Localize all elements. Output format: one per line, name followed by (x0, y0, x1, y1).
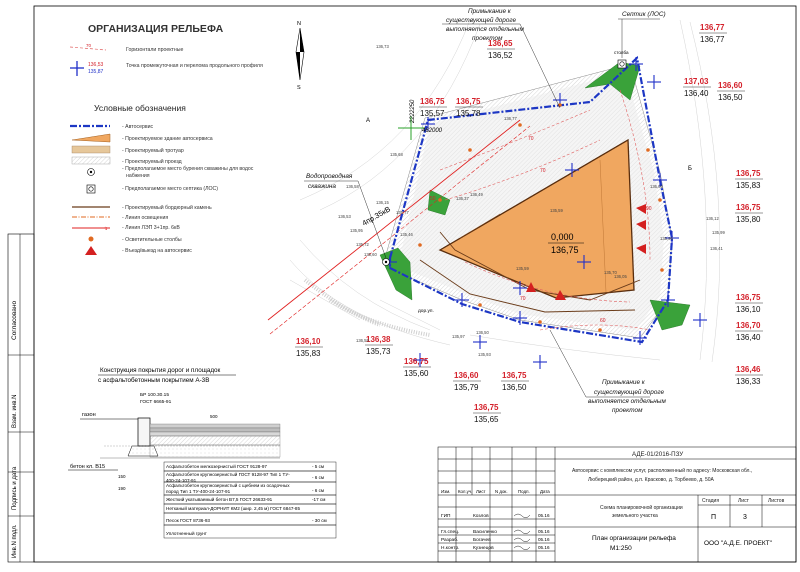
spot-elevation: 136,50 (476, 330, 489, 335)
legend-label: - Проектируемый тротуар (122, 148, 184, 154)
title-block-text (441, 451, 785, 552)
svg-text:Козлов: Козлов (473, 514, 489, 519)
svg-text:136,60: 136,60 (718, 81, 743, 90)
svg-text:существующей дороге: существующей дороге (446, 17, 517, 24)
spot-elevation: 135,93 (478, 352, 491, 357)
svg-text:135,83: 135,83 (296, 349, 321, 358)
svg-text:136,75: 136,75 (736, 203, 761, 212)
profile-point-icon (693, 313, 707, 327)
spot-elevation: 135,77 (396, 210, 409, 215)
pavement-layer-name-cont: пород Тип 1 ТУ-400-24-107-91 (166, 489, 231, 494)
entrance-triangle-icon (85, 246, 97, 255)
legend-label: - Предполагаемое место бурения скважины для водос (122, 166, 254, 172)
septic-icon (618, 60, 626, 68)
sheet-value: 3 (743, 514, 747, 521)
elevation-mark (487, 39, 515, 60)
svg-text:136,75: 136,75 (420, 97, 445, 106)
svg-text:136,10: 136,10 (736, 305, 761, 314)
svg-text:135,78: 135,78 (456, 109, 481, 118)
side-label-sign-date: Подпись и дата (12, 466, 18, 510)
contour-label: 50 (430, 196, 436, 202)
spot-elevation: 135,59 (516, 266, 529, 271)
lawn-east (650, 300, 690, 330)
pavement-layer-thickness: -17 см (312, 497, 326, 502)
contour-label: 70 (520, 296, 526, 302)
relief-legend (70, 43, 263, 76)
legend-label: - Осветительные столбы (122, 237, 182, 243)
well-icon (383, 259, 390, 266)
legend-label: - Предполагаемое место септика (ЛОС) (122, 186, 218, 192)
septic-icon (87, 185, 95, 193)
dim-500: 500 (210, 414, 218, 419)
svg-text:137,03: 137,03 (684, 77, 709, 86)
curb-spec-2: ГОСТ 6665-91 (140, 400, 172, 405)
svg-text:05.16: 05.16 (538, 537, 550, 542)
elevation-mark (735, 321, 763, 342)
grid-label-a: A (366, 118, 371, 124)
stamp-header-cell: Лист (476, 489, 486, 494)
svg-text:135,80: 135,80 (736, 215, 761, 224)
svg-text:135,65: 135,65 (474, 415, 499, 424)
spot-elevation: 135,60 (364, 252, 377, 257)
sheets-header: Листов (768, 498, 785, 504)
coordinate-x: 2222250 (410, 99, 416, 123)
spot-elevation: 135,97 (452, 334, 465, 339)
profile-point-icon (473, 335, 487, 349)
power-arrow-icon: ↯ (104, 226, 108, 231)
light-pole-icon (89, 237, 94, 242)
svg-text:05.16: 05.16 (538, 513, 550, 518)
legend-swatch-3 (72, 157, 110, 164)
well-icon (88, 169, 95, 176)
svg-text:136,10: 136,10 (296, 337, 321, 346)
pavement-title-2: с асфальтобетонным покрытием А-3В (98, 377, 210, 384)
elevation-mark (735, 365, 763, 386)
spot-elevation: 135,99 (712, 230, 725, 235)
profile-point-icon (647, 75, 661, 89)
spot-elevation: 136,58 (346, 184, 359, 189)
svg-text:скважина: скважина (308, 183, 336, 190)
svg-text:Водопроводная: Водопроводная (306, 173, 353, 180)
spot-elevation: 136,59 (356, 338, 369, 343)
pavement-layer-row (164, 525, 336, 538)
pavement-layer-row (164, 495, 336, 504)
elevation-mark (453, 371, 481, 392)
site-plan (268, 8, 763, 424)
svg-text:136,50: 136,50 (718, 93, 743, 102)
coordinate-y: 462000 (422, 128, 443, 134)
pavement-title-1: Конструкция покрытия дорог и площадок (100, 367, 221, 374)
contour-label: 70 (540, 168, 546, 174)
spot-elevation: 135,95 (350, 228, 363, 233)
spot-elevation: 136,05 (614, 274, 627, 279)
svg-text:05.16: 05.16 (538, 545, 550, 550)
elevation-mark (735, 293, 763, 314)
pavement-layer-row (164, 513, 336, 525)
pavement-layer-name: Асфальтобетон крупнозернистый ГОСТ 9128-97 Тип 1 ТУ- (166, 472, 290, 477)
pavement-layer-thickness: - 30 см (312, 518, 327, 523)
note-junction-south (550, 330, 666, 414)
stamp-header-cell: Кол.уч. (458, 489, 473, 494)
curb-spec-1: БР 100.30.15 (140, 393, 170, 398)
curb-stone (138, 418, 150, 446)
stamp-header-cell: Дата (540, 489, 550, 494)
sheet-title-1: Схема планировочной организации (600, 505, 683, 511)
svg-text:Кузнецов: Кузнецов (473, 546, 494, 551)
svg-text:136,75: 136,75 (404, 357, 429, 366)
spot-elevation: 135,96 (660, 236, 673, 241)
pavement-layer-name-cont: 400-24-107-91 (166, 478, 197, 483)
elevation-mark (473, 403, 501, 424)
svg-text:136,40: 136,40 (684, 89, 709, 98)
elevation-mark (699, 23, 727, 44)
svg-text:Септик (ЛОС): Септик (ЛОС) (622, 11, 666, 18)
septic-pole-label: столба (614, 50, 629, 55)
pavement-layer-thickness: - 6 см (312, 488, 325, 493)
power-line-label: 4пр.35кВ (360, 204, 392, 228)
svg-text:136,75: 136,75 (736, 169, 761, 178)
contour-label: 70 (528, 136, 534, 142)
legend-label: - Въезд/выезд на автосервис (122, 248, 192, 254)
profile-point-icon (533, 355, 547, 369)
spot-elevation: 135,72 (356, 242, 369, 247)
stamp-header-cell: N док. (495, 489, 508, 494)
stamp-header-cell: Подп. (518, 489, 530, 494)
pavement-layer-row (164, 462, 336, 471)
svg-text:136,40: 136,40 (736, 333, 761, 342)
svg-text:05.16: 05.16 (538, 529, 550, 534)
svg-text:136,77: 136,77 (700, 23, 725, 32)
spot-elevation: 136,15 (376, 200, 389, 205)
spot-elevation: 135,46 (400, 232, 413, 237)
svg-text:136,50: 136,50 (502, 383, 527, 392)
pavement-layer-row (164, 482, 336, 495)
svg-text:136,60: 136,60 (454, 371, 479, 380)
legend (70, 103, 254, 255)
legend-label: - Проектируемое здание автосервиса (122, 136, 213, 142)
spot-elevation: 135,70 (604, 270, 617, 275)
grid-label-b: Б (688, 166, 692, 172)
svg-text:135,73: 135,73 (366, 347, 391, 356)
legend-label-cont: набжения (126, 173, 150, 179)
elevation-mark (403, 357, 431, 378)
stamp-signature-row (441, 545, 550, 551)
svg-text:136,46: 136,46 (736, 365, 761, 374)
elevation-mark (735, 169, 763, 190)
page-title: ОРГАНИЗАЦИЯ РЕЛЬЕФА (88, 23, 224, 35)
spot-elevation: 136,77 (504, 116, 517, 121)
svg-text:Н.контр.: Н.контр. (441, 546, 460, 551)
spot-elevation: 136,73 (376, 44, 389, 49)
spot-elevation: 136,05 (650, 184, 663, 189)
side-label-replace: Взам. инв.N (12, 394, 18, 428)
legend-swatch-1 (72, 134, 110, 142)
spot-elevation: 135,68 (390, 152, 403, 157)
pavement-construction (68, 367, 336, 538)
pavement-layer-name: Жесткий укатываемый бетон В7,5 ГОСТ 26633-91 (166, 497, 273, 502)
object-address-1: Автосервис с комплексом услуг, расположенный по адресу: Московская обл., (572, 468, 753, 474)
svg-text:136,65: 136,65 (488, 39, 513, 48)
spot-elevation: 136,12 (706, 216, 719, 221)
point-sample-bottom: 135,87 (88, 69, 104, 75)
svg-text:136,75: 136,75 (502, 371, 527, 380)
svg-text:135,60: 135,60 (404, 369, 429, 378)
svg-text:Гл.спец.: Гл.спец. (441, 530, 460, 535)
point-sample-top: 136,53 (88, 62, 104, 68)
side-label-agreed: Согласовано (11, 300, 18, 340)
elevation-mark (717, 81, 745, 102)
dim-150: 150 (118, 474, 126, 479)
svg-text:проектом: проектом (612, 407, 643, 414)
legend-label: - Линия освещения (122, 215, 169, 221)
svg-text:136,52: 136,52 (488, 51, 513, 60)
concrete-label: бетон кл. В15 (70, 464, 106, 470)
drawing-title-2: М1:250 (610, 545, 632, 552)
company-name: ООО "А.Д.Е. ПРОЕКТ" (704, 540, 772, 547)
pavement-layer-name: Уплотненный грунт (166, 531, 207, 536)
pavement-layer-name: Песок ГОСТ 8736-93 (166, 518, 210, 523)
pavement-layer-row (164, 504, 336, 513)
spot-elevation: 136,49 (470, 192, 483, 197)
svg-text:136,70: 136,70 (736, 321, 761, 330)
stage-header: Стадия (702, 498, 720, 504)
contour-legend-label: Горизонтали проектные (126, 47, 184, 53)
svg-text:проектом: проектом (472, 35, 503, 42)
svg-text:Примыкание к: Примыкание к (602, 379, 645, 386)
svg-text:136,77: 136,77 (700, 35, 725, 44)
stamp-signature-row (441, 537, 550, 543)
stamp-signature-row (441, 529, 550, 535)
stamp-signature-row (441, 513, 550, 519)
pavement-layer-name: Асфальтобетон мелкозернистый ГОСТ 9128-97 (166, 464, 267, 469)
road-label: дор.уп. (418, 309, 434, 314)
svg-text:Василенко: Василенко (473, 530, 497, 535)
spot-elevation: 136,41 (710, 246, 723, 251)
pavement-layer-thickness: - 6 см (312, 475, 325, 480)
pavement-layers-drawing (100, 424, 280, 458)
pavement-layer-name: Нетканый материал-ДОРНИТ КМ2 (шир. 2,45 м) ГОСТ 6847-85 (166, 506, 301, 511)
pavement-layer-row (164, 471, 336, 483)
stamp-header-cell: Изм. (441, 489, 451, 494)
svg-text:Примыкание к: Примыкание к (468, 8, 511, 15)
svg-text:135,83: 135,83 (736, 181, 761, 190)
elevation-mark (295, 337, 323, 358)
sheet-title-2: земельного участка (612, 513, 658, 519)
side-label-inv: Инв.N подл. (12, 524, 18, 558)
elevation-mark (683, 77, 711, 98)
svg-text:136,75: 136,75 (474, 403, 499, 412)
svg-text:существующей дороге: существующей дороге (594, 389, 665, 396)
south-label: S (297, 85, 301, 91)
spot-elevation: 136,53 (338, 214, 351, 219)
legend-title: Условные обозначения (94, 103, 186, 113)
lawn-label: газон (82, 412, 96, 418)
elevation-mark (419, 97, 447, 118)
svg-text:135,79: 135,79 (454, 383, 479, 392)
elevation-mark (735, 203, 763, 224)
doc-code: АДЕ-01/2016-ПЗУ (632, 451, 684, 458)
legend-label: - Проектируемый бордюрный камень (122, 205, 212, 211)
svg-text:135,57: 135,57 (420, 109, 445, 118)
legend-swatch-2 (72, 146, 110, 153)
north-label: N (297, 21, 301, 27)
spot-elevation: 135,59 (550, 208, 563, 213)
legend-label: - Проектируемый проезд (122, 159, 182, 165)
dim-190: 190 (118, 486, 126, 491)
svg-text:выполняется отдельным: выполняется отдельным (588, 398, 666, 405)
legend-label: - Линия ЛЭП 3+1пр. 6кВ (122, 225, 180, 231)
stage-value: П (711, 514, 717, 521)
object-address-2: Люберецкий район, д.п. Красково, д. Торбеево, д. 50А (588, 477, 714, 483)
svg-text:136,75: 136,75 (551, 245, 579, 255)
svg-text:136,75: 136,75 (736, 293, 761, 302)
side-strip (8, 234, 34, 562)
svg-text:ГИП: ГИП (441, 514, 451, 519)
contour-label: 60 (600, 318, 606, 324)
north-arrow-icon (296, 21, 304, 91)
drawing-title-1: План организации рельефа (592, 535, 676, 542)
sheet-header: Лист (738, 498, 749, 504)
point-legend-label: Точка промежуточная и перелома продольного профиля (126, 63, 263, 69)
elevation-mark (365, 335, 393, 356)
contour-label: 90 (646, 206, 652, 212)
svg-text:136,38: 136,38 (366, 335, 391, 344)
legend-label: - Автосервис (122, 124, 154, 130)
elevation-mark (501, 371, 529, 392)
svg-text:Богачев: Богачев (473, 538, 491, 543)
contour-sample: 70 (86, 43, 92, 48)
pavement-layer-thickness: - 5 см (312, 464, 325, 469)
svg-text:выполняется отдельным: выполняется отдельным (446, 26, 524, 33)
svg-text:136,75: 136,75 (456, 97, 481, 106)
spot-elevation: 136,37 (456, 196, 469, 201)
pavement-layer-name: Асфальтобетон крупнозернистый с щебнем из осадочных (166, 483, 290, 488)
svg-text:0,000: 0,000 (551, 232, 574, 242)
svg-text:136,33: 136,33 (736, 377, 761, 386)
svg-text:Разраб.: Разраб. (441, 538, 459, 543)
